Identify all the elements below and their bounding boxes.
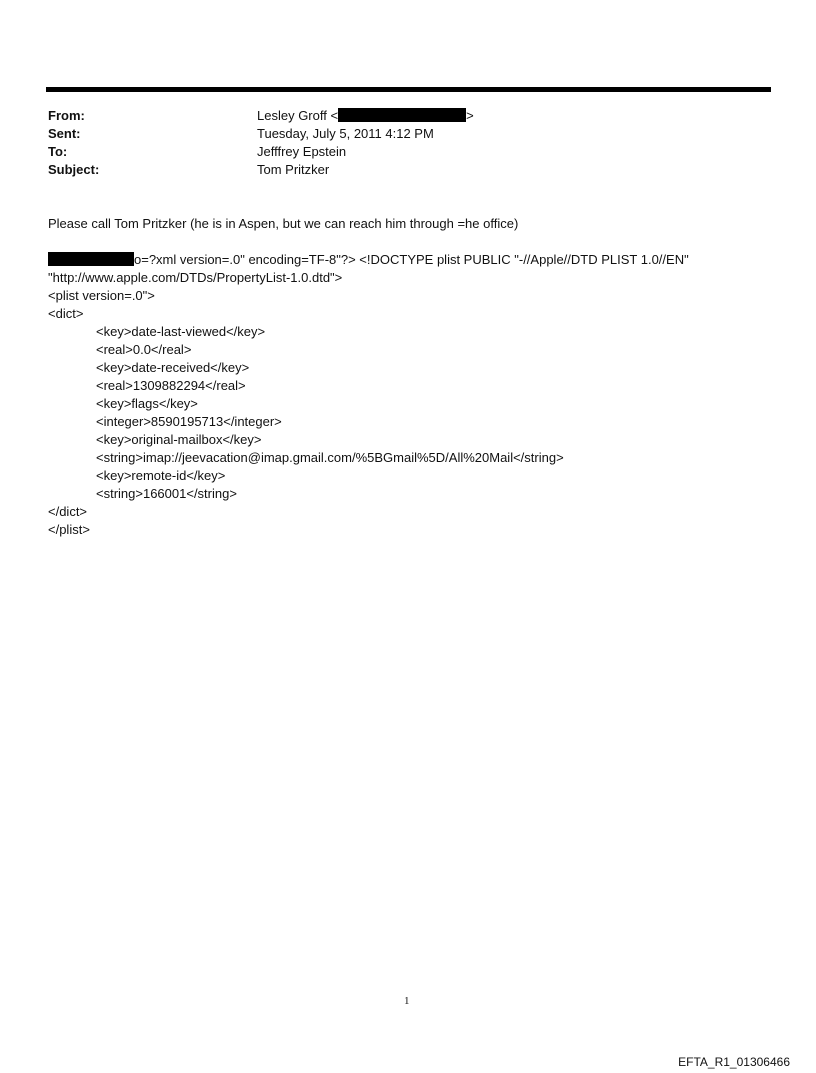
plist-entry: <key>flags</key> xyxy=(96,396,198,411)
dict-close: </dict> xyxy=(48,504,88,519)
plist-open: <plist version=.0"> xyxy=(48,288,155,303)
plist-entry: <string>imap://jeevacation@imap.gmail.com/%5BGmail%5D/All%20Mail</string> xyxy=(96,450,564,465)
to-value: Jefffrey Epstein xyxy=(257,144,347,159)
from-value xyxy=(257,107,474,125)
plist-entry: <real>1309882294</real> xyxy=(96,378,246,393)
dict-open: <dict> xyxy=(48,306,84,321)
from-close: > xyxy=(466,108,474,123)
message-text: Please call Tom Pritzker (he is in Aspen, but we can reach him through =he office) xyxy=(48,216,519,231)
xml-line-2: "http://www.apple.com/DTDs/PropertyList-1.0.dtd"> xyxy=(48,270,343,285)
from-name: Lesley Groff < xyxy=(257,108,339,123)
subject-label: Subject: xyxy=(48,162,100,177)
document-id: EFTA_R1_01306466 xyxy=(678,1055,790,1069)
header-rule xyxy=(46,87,771,92)
from-label: From: xyxy=(48,108,85,123)
page-number: 1 xyxy=(404,995,410,1007)
to-label: To: xyxy=(48,144,68,159)
plist-entry: <integer>8590195713</integer> xyxy=(96,414,282,429)
sent-value: Tuesday, July 5, 2011 4:12 PM xyxy=(257,126,434,141)
plist-entry: <key>date-received</key> xyxy=(96,360,250,375)
sent-label: Sent: xyxy=(48,126,81,141)
plist-entry: <key>original-mailbox</key> xyxy=(96,432,262,447)
plist-entry: <string>166001</string> xyxy=(96,486,237,501)
plist-entry: <key>remote-id</key> xyxy=(96,468,226,483)
redacted-block xyxy=(48,252,134,266)
xml-line-1-text: o=?xml version=.0" encoding=TF-8"?> <!DOCTYPE plist PUBLIC "-//Apple//DTD PLIST 1.0//EN" xyxy=(134,252,689,267)
plist-entry: <real>0.0</real> xyxy=(96,342,192,357)
redacted-email xyxy=(338,108,466,122)
subject-value: Tom Pritzker xyxy=(257,162,330,177)
plist-entry: <key>date-last-viewed</key> xyxy=(96,324,266,339)
plist-close: </plist> xyxy=(48,522,90,537)
xml-line-1 xyxy=(48,251,689,269)
